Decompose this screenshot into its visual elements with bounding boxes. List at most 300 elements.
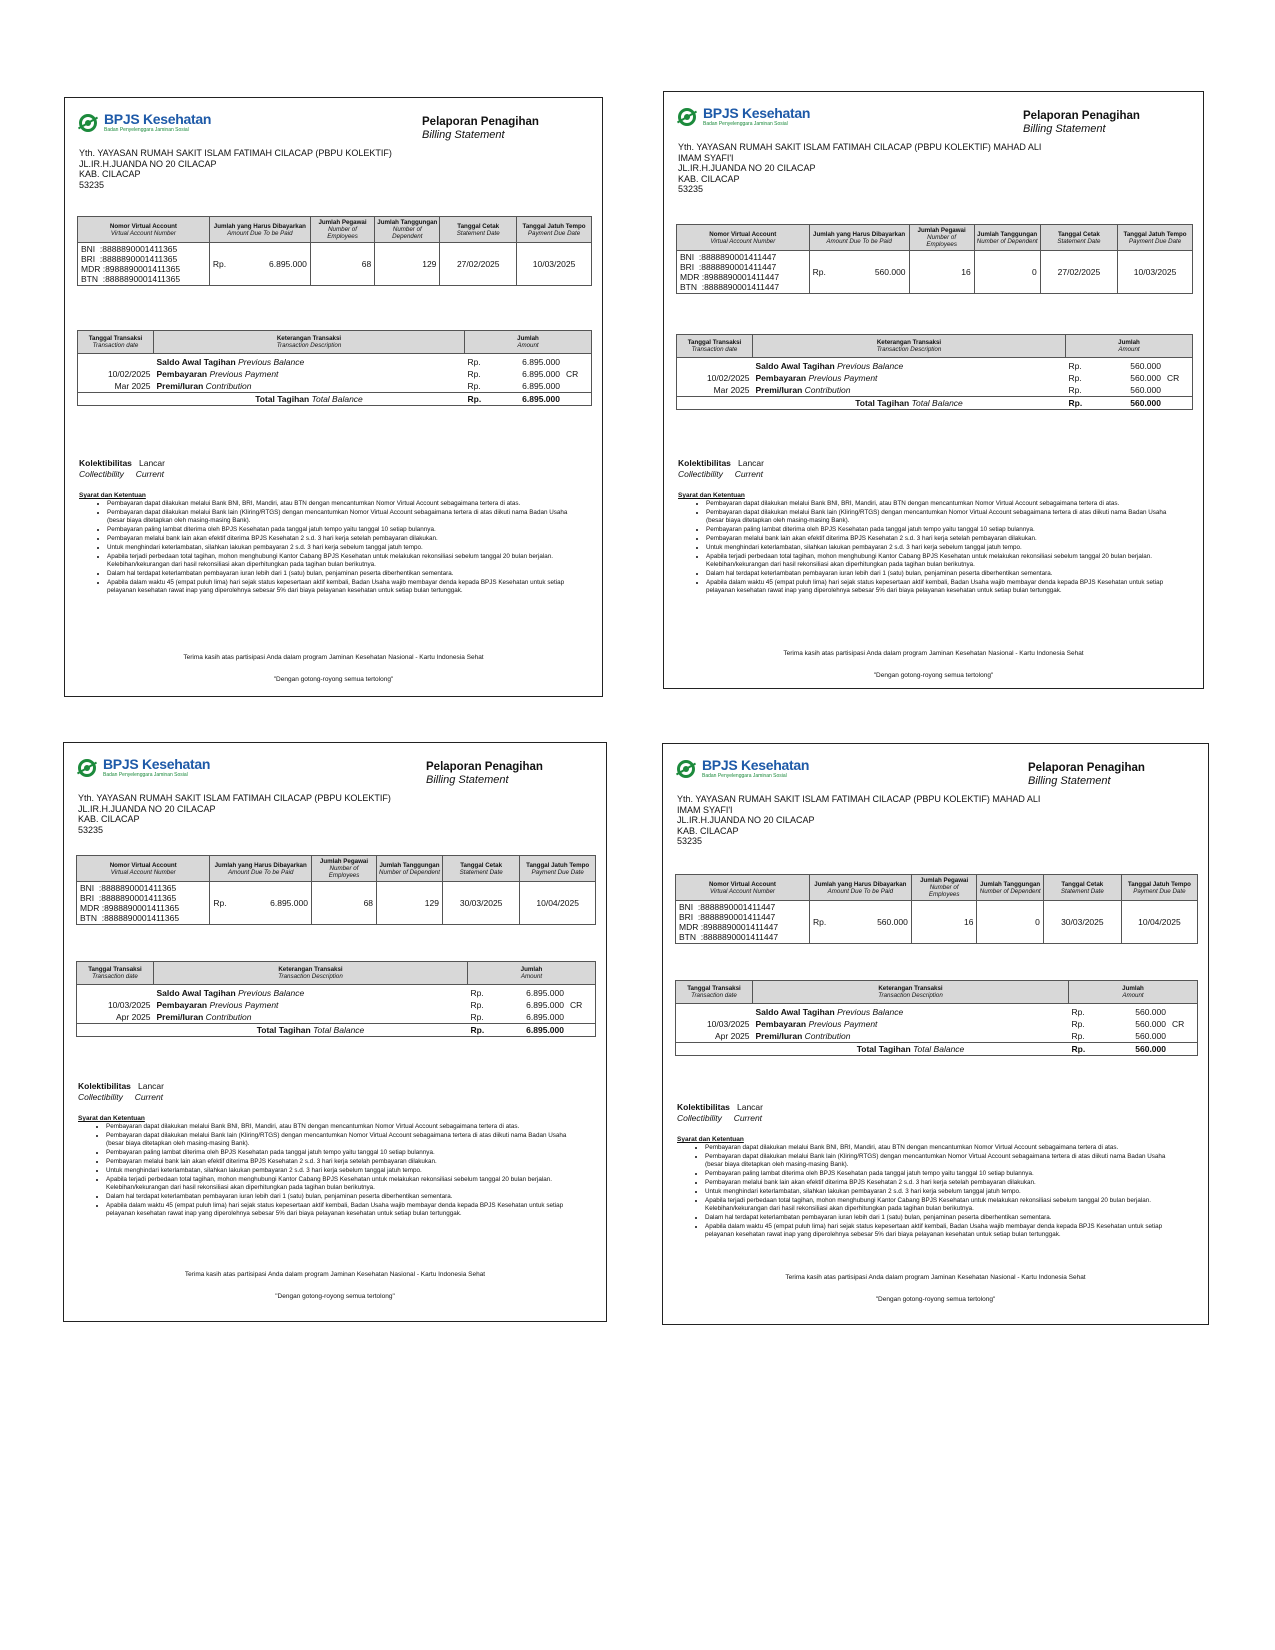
tx-header-id: Jumlah <box>520 966 543 973</box>
tx-header-en: Transaction Description <box>876 346 942 353</box>
va-number: BTN :8888890001411447 <box>680 282 780 292</box>
tx-label: Pembayaran <box>156 369 208 379</box>
employees-count: 16 <box>911 901 977 944</box>
tx-credit-flag <box>567 985 596 1000</box>
collectibility-label: Kolektibilitas <box>678 458 731 468</box>
va-column-header <box>809 225 909 251</box>
tx-header-en: Amount <box>520 973 543 980</box>
bpjs-emblem-icon <box>678 108 696 126</box>
virtual-account-table <box>76 855 596 925</box>
va-header-id: Jumlah Tanggungan <box>379 861 440 869</box>
tx-header-en: Amount <box>1118 346 1140 353</box>
due-date: 10/03/2025 <box>1118 251 1193 294</box>
tx-row-total <box>676 1043 1198 1056</box>
tx-column-header <box>154 962 468 985</box>
terms-item: • Untuk menghindari keterlambatan, silahkan lakukan pembayaran 2 s.d. 3 hari kerja sebelum tanggal jatuh tempo. <box>706 544 1169 552</box>
transaction-table <box>76 961 596 1037</box>
va-number: MDR :8988890001411365 <box>81 264 181 274</box>
va-header-en: Payment Due Date <box>1128 237 1182 245</box>
tx-credit-flag: CR <box>566 369 579 379</box>
tx-header-id: Jumlah <box>517 335 539 342</box>
collectibility-label: Kolektibilitas <box>677 1102 730 1112</box>
va-column-header <box>911 875 977 901</box>
due-date: 10/04/2025 <box>1121 901 1197 944</box>
tx-description <box>753 397 1066 410</box>
virtual-account-table <box>676 224 1193 294</box>
tx-label-en: Total Balance <box>913 1044 965 1054</box>
tx-label-en: Previous Payment <box>209 1000 279 1010</box>
terms-and-conditions <box>78 1115 572 1219</box>
address-line: JL.IR.H.JUANDA NO 20 CILACAP <box>678 163 816 173</box>
va-column-header <box>1121 875 1197 901</box>
address-line: JL.IR.H.JUANDA NO 20 CILACAP <box>677 815 815 825</box>
collectibility-value: Lancar <box>738 458 764 468</box>
va-header-en: Statement Date <box>1060 887 1104 895</box>
tx-label-en: Previous Balance <box>238 357 305 367</box>
terms-title: Syarat dan Ketentuan <box>678 492 745 499</box>
tx-date: 10/02/2025 <box>107 369 151 379</box>
va-number: BRI :8888890001411365 <box>80 893 177 903</box>
tx-header-id: Jumlah <box>1122 985 1144 992</box>
tx-description <box>753 1018 1069 1030</box>
va-number: BNI :8888890001411447 <box>679 902 776 912</box>
tx-date: 10/03/2025 <box>107 1000 151 1010</box>
transaction-table <box>675 980 1198 1056</box>
document-title <box>1023 110 1163 136</box>
address-line: KAB. CILACAP <box>78 814 140 824</box>
tx-description <box>154 985 468 1000</box>
thank-you-note: Terima kasih atas partisipasi Anda dalam program Jaminan Kesehatan Nasional - Kartu Indonesia Sehat <box>183 654 484 661</box>
statement-date: 30/03/2025 <box>442 882 519 925</box>
tx-row-contribution <box>677 384 1193 397</box>
va-column-header <box>809 875 911 901</box>
tx-row-payment <box>676 1018 1198 1030</box>
va-header-id: Jumlah Pegawai <box>319 858 369 865</box>
thank-you-note: Terima kasih atas partisipasi Anda dalam program Jaminan Kesehatan Nasional - Kartu Indonesia Sehat <box>783 650 1084 657</box>
terms-list <box>677 1144 1174 1239</box>
tx-header-id: Jumlah <box>1118 339 1140 346</box>
va-numbers-cell <box>77 882 210 925</box>
thank-you-note: Terima kasih atas partisipasi Anda dalam program Jaminan Kesehatan Nasional - Kartu Indonesia Sehat <box>785 1274 1086 1281</box>
tx-header-en: Amount <box>517 342 539 349</box>
document-title <box>422 116 562 142</box>
va-header-en: Payment Due Date <box>527 229 581 237</box>
tx-row-total <box>677 397 1193 410</box>
terms-item: • Dalam hal terdapat keterlambatan pembayaran iuran lebih dari 1 (satu) bulan, penjaminan peserta diberhentikan sementara. <box>106 1193 572 1201</box>
collectibility-value: Lancar <box>139 458 165 468</box>
tx-row-previous-balance <box>77 985 596 1000</box>
tx-label-en: Contribution <box>804 385 851 395</box>
tx-header-en: Transaction Description <box>278 973 343 980</box>
tx-currency: Rp. <box>467 357 481 367</box>
tx-currency: Rp. <box>1068 385 1082 395</box>
tx-amount: 560.000 <box>1135 1019 1166 1029</box>
va-header-en: Number of Dependent <box>379 868 440 876</box>
tx-label-en: Total Balance <box>911 398 963 408</box>
tx-label: Saldo Awal Tagihan <box>156 357 236 367</box>
collectibility <box>78 1081 164 1102</box>
va-numbers-cell <box>677 251 810 294</box>
va-header-en: Virtual Account Number <box>710 237 776 245</box>
va-column-header <box>78 217 210 243</box>
tx-credit-flag <box>567 1011 596 1024</box>
tx-date <box>78 393 154 406</box>
tx-column-header <box>77 962 154 985</box>
terms-item: • Pembayaran paling lambat diterima oleh BPJS Kesehatan pada tanggal jatuh tempo yaitu tanggal 10 setiap bulannya. <box>107 526 568 534</box>
terms-item: • Pembayaran dapat dilakukan melalui Bank BNI, BRI, Mandiri, atau BTN dengan mencantumkan Nomor Virtual Account sebagaimana tertera di atas. <box>706 500 1169 508</box>
tx-currency: Rp. <box>470 1000 484 1010</box>
document-title <box>426 761 566 787</box>
tx-label: Premi/Iuran <box>156 1012 204 1022</box>
tx-label: Total Tagihan <box>255 394 310 404</box>
terms-item: • Untuk menghindari keterlambatan, silahkan lakukan pembayaran 2 s.d. 3 hari kerja sebelum tanggal jatuh tempo. <box>705 1188 1174 1196</box>
va-number: MDR :8988890001411447 <box>679 922 779 932</box>
tx-date: Mar 2025 <box>114 381 151 391</box>
tx-date <box>677 358 753 373</box>
transaction-table <box>676 334 1193 410</box>
va-number: BTN :8888890001411365 <box>81 274 181 284</box>
tx-date: 10/03/2025 <box>706 1019 750 1029</box>
dependents-count: 0 <box>977 901 1043 944</box>
tx-column-header <box>1066 335 1193 358</box>
va-column-header <box>442 856 519 882</box>
tx-label: Pembayaran <box>156 1000 208 1010</box>
tx-date <box>677 397 753 410</box>
va-column-header <box>77 856 210 882</box>
va-header-id: Tanggal Cetak <box>1061 880 1104 888</box>
tx-date: Mar 2025 <box>713 385 750 395</box>
tx-description <box>753 372 1066 384</box>
tx-description <box>154 393 465 406</box>
tx-label-en: Contribution <box>804 1031 851 1041</box>
tx-currency: Rp. <box>1071 1019 1085 1029</box>
tx-header-row <box>77 962 596 985</box>
address-line: KAB. CILACAP <box>678 173 740 184</box>
va-header-id: Tanggal Jatuh Tempo <box>526 861 590 869</box>
tx-currency: Rp. <box>1071 1031 1085 1041</box>
tx-header-row <box>677 335 1193 358</box>
va-header-id: Jumlah Pegawai <box>920 877 969 884</box>
va-header-en: Statement Date <box>456 229 500 237</box>
tx-credit-flag: CR <box>1167 373 1180 383</box>
tx-credit-flag: CR <box>1172 1019 1185 1029</box>
tx-credit-flag <box>1169 1030 1198 1043</box>
va-header-id: Nomor Virtual Account <box>708 880 776 888</box>
terms-item: • Apabila terjadi perbedaan total tagihan, mohon menghubungi Kantor Cabang BPJS Kesehatan untuk melakukan rekonsiliasi sebelum tanggal 20 bulan berjalan. Kelebihan/kekurangan dari hasil rekonsiliasi akan diperhitungkan pada tagihan bulan berikutnya. <box>706 553 1169 569</box>
tx-header-id: Tanggal Transaksi <box>88 966 142 973</box>
terms-and-conditions <box>678 492 1169 596</box>
va-number: BNI :8888890001411365 <box>80 883 177 893</box>
va-header-id: Jumlah yang Harus Dibayarkan <box>814 880 907 888</box>
tx-description <box>753 1004 1069 1019</box>
tx-currency: Rp. <box>465 393 496 406</box>
va-header-en: Virtual Account Number <box>709 887 775 895</box>
amount-due-cell <box>210 882 312 925</box>
tx-row-previous-balance <box>677 358 1193 373</box>
va-number: BRI :8888890001411365 <box>81 254 178 264</box>
billing-statement-3 <box>63 742 607 1322</box>
va-header-row <box>77 856 596 882</box>
tx-header-id: Tanggal Transaksi <box>88 335 143 342</box>
bpjs-logo <box>78 757 210 778</box>
tx-date <box>676 1004 753 1019</box>
terms-item: • Pembayaran dapat dilakukan melalui Bank lain (Kliring/RTGS) dengan mencantumkan Nomor Virtual Account sebagaimana tertera di atas diikuti nama Badan Usaha (besar biaya ditetapkan oleh masing-masing Bank). <box>706 509 1169 525</box>
tx-label: Pembayaran <box>755 1019 807 1029</box>
tx-label: Total Tagihan <box>856 1044 911 1054</box>
va-header-en: Virtual Account Number <box>110 229 176 237</box>
collectibility-label: Kolektibilitas <box>79 458 132 468</box>
collectibility <box>678 458 764 479</box>
terms-title: Syarat dan Ketentuan <box>79 492 146 499</box>
tx-currency: Rp. <box>468 1024 499 1037</box>
tx-column-header <box>78 331 154 354</box>
va-header-en: Payment Due Date <box>531 868 584 876</box>
address-line: Yth. YAYASAN RUMAH SAKIT ISLAM FATIMAH CILACAP (PBPU KOLEKTIF) <box>78 793 391 803</box>
tx-amount: 560.000 <box>1130 385 1161 395</box>
tx-label: Pembayaran <box>755 373 807 383</box>
dependents-count: 0 <box>974 251 1040 294</box>
va-header-id: Jumlah yang Harus Dibayarkan <box>213 222 306 230</box>
collectibility-label-en: Collectibility <box>78 1091 123 1102</box>
va-column-header <box>1040 225 1117 251</box>
terms-item: • Apabila dalam waktu 45 (empat puluh lima) hari sejak status kepesertaan aktif kembali, Badan Usaha wajib membayar denda kepada BPJS Kesehatan untuk setiap pelayanan kesehatan rawat inap yang diperolehnya sebesar 5% dari biaya pelayanan kesehatan untuk setiap bulan tertunggak. <box>107 579 568 595</box>
va-header-id: Nomor Virtual Account <box>109 861 177 869</box>
tx-row-payment <box>677 372 1193 384</box>
tx-label-en: Previous Balance <box>238 988 305 998</box>
tx-currency: Rp. <box>1071 1007 1085 1017</box>
tx-row-contribution <box>676 1030 1198 1043</box>
bpjs-emblem-icon <box>78 759 96 777</box>
logo-subtitle: Badan Penyelenggara Jaminan Sosial <box>702 773 787 779</box>
va-column-header <box>977 875 1043 901</box>
tx-description <box>154 380 465 393</box>
bpjs-logo <box>677 758 809 779</box>
terms-item: • Pembayaran paling lambat diterima oleh BPJS Kesehatan pada tanggal jatuh tempo yaitu tanggal 10 setiap bulannya. <box>705 1170 1174 1178</box>
collectibility-value-en: Current <box>134 1091 164 1102</box>
tx-label: Premi/Iuran <box>755 385 803 395</box>
tx-header-id: Keterangan Transaksi <box>878 985 943 992</box>
terms-item: • Pembayaran dapat dilakukan melalui Bank lain (Kliring/RTGS) dengan mencantumkan Nomor Virtual Account sebagaimana tertera di atas diikuti nama Badan Usaha (besar biaya ditetapkan oleh masing-masing Bank). <box>106 1132 572 1148</box>
tx-row-previous-balance <box>78 354 592 369</box>
address-line: KAB. CILACAP <box>79 169 141 179</box>
collectibility <box>677 1102 763 1123</box>
va-header-en: Number of Employees <box>328 865 360 879</box>
terms-list <box>78 1123 572 1218</box>
va-header-en: Virtual Account Number <box>110 868 176 876</box>
tx-label: Premi/Iuran <box>156 381 204 391</box>
va-column-header <box>520 856 596 882</box>
tx-credit-flag <box>563 393 592 406</box>
terms-item: • Apabila dalam waktu 45 (empat puluh lima) hari sejak status kepesertaan aktif kembali, Badan Usaha wajib membayar denda kepada BPJS Kesehatan untuk setiap pelayanan kesehatan rawat inap yang diperolehnya sebesar 5% dari biaya pelayanan kesehatan untuk setiap bulan tertunggak. <box>706 579 1169 595</box>
tx-header-id: Keterangan Transaksi <box>278 966 343 973</box>
tx-column-header <box>753 335 1066 358</box>
va-column-header <box>311 856 376 882</box>
tx-column-header <box>677 335 753 358</box>
va-header-en: Number of Dependent <box>979 887 1041 895</box>
dependents-count: 129 <box>377 882 443 925</box>
tx-currency: Rp. <box>470 988 484 998</box>
terms-item: • Pembayaran paling lambat diterima oleh BPJS Kesehatan pada tanggal jatuh tempo yaitu tanggal 10 setiap bulannya. <box>106 1149 572 1157</box>
va-column-header <box>210 856 312 882</box>
motto: "Dengan gotong-royong semua tertolong" <box>273 676 394 683</box>
terms-item: • Pembayaran dapat dilakukan melalui Bank lain (Kliring/RTGS) dengan mencantumkan Nomor Virtual Account sebagaimana tertera di atas diikuti nama Badan Usaha (besar biaya ditetapkan oleh masing-masing Bank). <box>107 509 568 525</box>
va-header-id: Tanggal Cetak <box>1057 230 1100 238</box>
transaction-table <box>77 330 592 406</box>
va-column-header <box>1118 225 1193 251</box>
va-header-en: Amount Due To be Paid <box>227 868 294 876</box>
amount-due-cell <box>809 251 909 294</box>
title: Pelaporan Penagihan <box>1028 762 1145 774</box>
bpjs-logo <box>678 106 810 127</box>
statement-date: 27/02/2025 <box>1040 251 1117 294</box>
collectibility-value-en: Current <box>135 468 165 479</box>
tx-amount: 560.000 <box>1135 1007 1166 1017</box>
address-line: Yth. YAYASAN RUMAH SAKIT ISLAM FATIMAH CILACAP (PBPU KOLEKTIF) <box>79 148 392 158</box>
tx-amount: 560.000 <box>1135 1031 1166 1041</box>
title-en: Billing Statement <box>422 129 505 141</box>
terms-item: • Pembayaran melalui bank lain akan efektif diterima BPJS Kesehatan 2 s.d. 3 hari kerja setelah pembayaran dilakukan. <box>106 1158 572 1166</box>
tx-label: Premi/Iuran <box>755 1031 803 1041</box>
tx-currency: Rp. <box>467 369 481 379</box>
address-line: 53235 <box>79 179 105 190</box>
va-column-header <box>517 217 592 243</box>
tx-label: Total Tagihan <box>855 398 910 408</box>
logo-subtitle: Badan Penyelenggara Jaminan Sosial <box>103 772 188 778</box>
tx-label-en: Contribution <box>205 1012 252 1022</box>
va-header-id: Tanggal Cetak <box>460 861 503 869</box>
tx-date: Apr 2025 <box>116 1012 151 1022</box>
amount-due-cell <box>209 243 310 286</box>
tx-description <box>154 1024 468 1037</box>
terms-title: Syarat dan Ketentuan <box>677 1136 744 1143</box>
addressee <box>78 793 458 835</box>
va-column-header <box>909 225 974 251</box>
va-header-en: Payment Due Date <box>1133 887 1186 895</box>
va-header-id: Jumlah yang Harus Dibayarkan <box>813 230 906 238</box>
title: Pelaporan Penagihan <box>1023 110 1140 122</box>
tx-header-id: Tanggal Transaksi <box>687 985 741 992</box>
employees-count: 68 <box>311 882 376 925</box>
terms-item: • Apabila terjadi perbedaan total tagihan, mohon menghubungi Kantor Cabang BPJS Kesehatan untuk melakukan rekonsiliasi sebelum tanggal 20 bulan berjalan. Kelebihan/kekurangan dari hasil rekonsiliasi akan diperhitungkan pada tagihan bulan berikutnya. <box>107 553 568 569</box>
va-header-en: Amount Due To be Paid <box>827 887 894 895</box>
address-line: 53235 <box>78 824 104 835</box>
address-line: 53235 <box>677 836 703 846</box>
tx-amount: 6.895.000 <box>522 357 560 367</box>
tx-currency: Rp. <box>1066 397 1100 410</box>
tx-amount: 6.895.000 <box>522 381 560 391</box>
collectibility-label-en: Collectibility <box>677 1112 722 1123</box>
tx-column-header <box>465 331 592 354</box>
collectibility-label: Kolektibilitas <box>78 1081 131 1091</box>
employees-count: 16 <box>909 251 974 294</box>
va-header-en: Statement Date <box>459 868 503 876</box>
tx-header-id: Keterangan Transaksi <box>876 339 942 346</box>
logo-subtitle: Badan Penyelenggara Jaminan Sosial <box>703 121 788 127</box>
statement-date: 27/02/2025 <box>440 243 517 286</box>
tx-row-contribution <box>78 380 592 393</box>
va-header-id: Jumlah Tanggungan <box>977 230 1038 238</box>
tx-description <box>154 1011 468 1024</box>
title-en: Billing Statement <box>1028 775 1111 787</box>
tx-row-total <box>77 1024 596 1037</box>
collectibility-value: Lancar <box>737 1102 763 1112</box>
tx-amount: 6.895.000 <box>526 1012 564 1022</box>
terms-item: • Untuk menghindari keterlambatan, silahkan lakukan pembayaran 2 s.d. 3 hari kerja sebelum tanggal jatuh tempo. <box>106 1167 572 1175</box>
tx-date: Apr 2025 <box>715 1031 750 1041</box>
va-number: MDR :8988890001411447 <box>680 272 780 282</box>
statement-date: 30/03/2025 <box>1043 901 1121 944</box>
title-en: Billing Statement <box>426 774 509 786</box>
va-number: BTN :8888890001411365 <box>80 913 180 923</box>
currency-label: Rp. <box>213 898 227 908</box>
tx-description <box>753 358 1066 373</box>
address-line: JL.IR.H.JUANDA NO 20 CILACAP <box>79 158 217 169</box>
va-header-id: Tanggal Jatuh Tempo <box>1127 880 1191 888</box>
bpjs-logo <box>79 112 211 133</box>
tx-label-en: Previous Payment <box>808 373 878 383</box>
va-header-id: Jumlah Tanggungan <box>980 880 1041 888</box>
tx-description <box>753 384 1066 397</box>
collectibility <box>79 458 165 479</box>
tx-header-en: Transaction date <box>92 973 138 980</box>
currency-label: Rp. <box>812 917 827 927</box>
va-data-row <box>77 882 596 925</box>
tx-header-en: Transaction Description <box>276 342 342 349</box>
tx-header-en: Transaction date <box>92 342 139 349</box>
terms-list <box>678 500 1169 595</box>
tx-amount: 560.000 <box>1130 361 1161 371</box>
tx-credit-flag <box>1169 1004 1198 1019</box>
terms-item: • Pembayaran dapat dilakukan melalui Bank BNI, BRI, Mandiri, atau BTN dengan mencantumkan Nomor Virtual Account sebagaimana tertera di atas. <box>107 500 568 508</box>
terms-item: • Apabila dalam waktu 45 (empat puluh lima) hari sejak status kepesertaan aktif kembali, Badan Usaha wajib membayar denda kepada BPJS Kesehatan untuk setiap pelayanan kesehatan rawat inap yang diperolehnya sebesar 5% dari biaya pelayanan kesehatan untuk setiap bulan tertunggak. <box>106 1202 572 1218</box>
tx-label: Saldo Awal Tagihan <box>755 361 835 371</box>
va-number: MDR :8988890001411365 <box>80 903 180 913</box>
va-number: BNI :8888890001411365 <box>81 244 178 254</box>
title: Pelaporan Penagihan <box>422 116 539 128</box>
bpjs-emblem-icon <box>677 760 695 778</box>
tx-credit-flag <box>563 354 592 369</box>
address-line: KAB. CILACAP <box>677 825 739 836</box>
tx-label-en: Previous Payment <box>209 369 279 379</box>
terms-item: • Pembayaran melalui bank lain akan efektif diterima BPJS Kesehatan 2 s.d. 3 hari kerja setelah pembayaran dilakukan. <box>107 535 568 543</box>
terms-item: • Apabila terjadi perbedaan total tagihan, mohon menghubungi Kantor Cabang BPJS Kesehatan untuk melakukan rekonsiliasi sebelum tanggal 20 bulan berjalan. Kelebihan/kekurangan dari hasil rekonsiliasi akan diperhitungkan pada tagihan bulan berikutnya. <box>106 1176 572 1192</box>
terms-and-conditions <box>677 1136 1174 1240</box>
collectibility-label-en: Collectibility <box>678 468 723 479</box>
motto: "Dengan gotong-royong semua tertolong" <box>873 672 994 679</box>
tx-amount: 6.895.000 <box>522 369 560 379</box>
tx-row-contribution <box>77 1011 596 1024</box>
tx-currency: Rp. <box>467 381 481 391</box>
tx-currency: Rp. <box>1068 361 1082 371</box>
tx-label-en: Total Balance <box>313 1025 365 1035</box>
tx-label-en: Previous Balance <box>837 361 904 371</box>
tx-credit-flag <box>1164 397 1193 410</box>
due-date: 10/03/2025 <box>517 243 592 286</box>
terms-item: • Dalam hal terdapat keterlambatan pembayaran iuran lebih dari 1 (satu) bulan, penjaminan peserta diberhentikan sementara. <box>107 570 568 578</box>
tx-header-id: Tanggal Transaksi <box>687 339 742 346</box>
va-column-header <box>375 217 440 243</box>
motto: "Dengan gotong-royong semua tertolong" <box>275 1293 395 1300</box>
va-header-en: Number of Dependent <box>976 237 1038 245</box>
tx-header-row <box>676 981 1198 1004</box>
motto: "Dengan gotong-royong semua tertolong" <box>875 1296 996 1303</box>
terms-item: • Pembayaran paling lambat diterima oleh BPJS Kesehatan pada tanggal jatuh tempo yaitu tanggal 10 setiap bulannya. <box>706 526 1169 534</box>
va-header-en: Number of Employees <box>928 884 960 898</box>
va-header-id: Tanggal Jatuh Tempo <box>1123 230 1187 238</box>
tx-currency: Rp. <box>1069 1043 1104 1056</box>
tx-date <box>78 354 154 369</box>
tx-row-payment <box>77 999 596 1011</box>
